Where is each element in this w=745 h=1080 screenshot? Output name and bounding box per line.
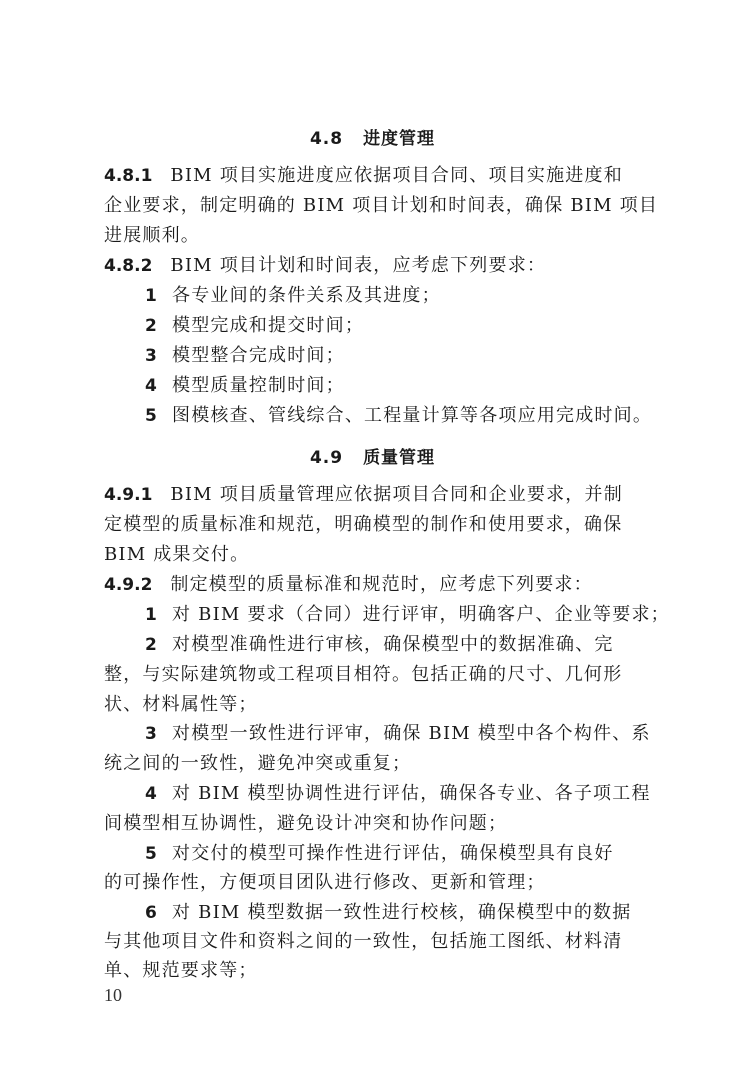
list-item xyxy=(145,405,653,427)
item-number: 3 xyxy=(145,724,159,744)
item-number: 5 xyxy=(145,844,159,864)
list-item xyxy=(145,902,640,924)
list-item xyxy=(145,843,640,865)
clause-4-9-1-line-1 xyxy=(104,484,640,506)
item-text-continued: 与其他项目文件和资料之间的一致性，包括施工图纸、材料清 xyxy=(104,931,623,952)
clause-number: 4.8.2 xyxy=(104,256,153,276)
list-item xyxy=(145,723,651,745)
item-text-continued: 的可操作性，方便项目团队进行修改、更新和管理； xyxy=(104,872,546,893)
list-item xyxy=(145,634,640,656)
clause-4-9-1-line-2: 定模型的质量标准和规范，明确模型的制作和使用要求，确保 xyxy=(104,514,623,535)
item-text: 模型完成和提交时间； xyxy=(172,315,365,336)
clause-4-9-1-line-3: BIM 成果交付。 xyxy=(104,544,250,565)
section-title: 进度管理 xyxy=(363,129,436,149)
item-number: 1 xyxy=(145,605,159,625)
item-text: 对 BIM 模型数据一致性进行校核，确保模型中的数据 xyxy=(172,902,632,923)
list-item xyxy=(145,783,651,805)
clause-4-8-1-line-1 xyxy=(104,165,640,187)
section-heading-4-9 xyxy=(0,443,745,468)
clause-text: 制定模型的质量标准和规范时，应考虑下列要求： xyxy=(170,574,593,595)
item-text: 各专业间的条件关系及其进度； xyxy=(172,285,441,306)
clause-4-8-1-line-3: 进展顺利。 xyxy=(104,225,200,246)
item-text-continued: 整，与实际建筑物或工程项目相符。包括正确的尺寸、几何形 xyxy=(104,664,623,685)
list-item xyxy=(145,375,640,397)
clause-number: 4.8.1 xyxy=(104,166,153,186)
item-number: 2 xyxy=(145,316,159,336)
item-number: 1 xyxy=(145,286,159,306)
clause-text: BIM 项目实施进度应依据项目合同、项目实施进度和 xyxy=(170,165,623,186)
clause-4-9-2 xyxy=(104,574,640,596)
item-text: 对交付的模型可操作性进行评估，确保模型具有良好 xyxy=(172,843,614,864)
item-number: 2 xyxy=(145,635,159,655)
item-number: 4 xyxy=(145,376,159,396)
item-text: 图模核查、管线综合、工程量计算等各项应用完成时间。 xyxy=(172,405,653,426)
item-number: 4 xyxy=(145,784,159,804)
list-item xyxy=(145,315,640,337)
section-title: 质量管理 xyxy=(363,448,436,468)
section-number: 4.9 xyxy=(309,448,344,468)
clause-number: 4.9.1 xyxy=(104,485,153,505)
clause-text: BIM 项目质量管理应依据项目合同和企业要求，并制 xyxy=(170,484,623,505)
item-text: 对 BIM 模型协调性进行评估，确保各专业、各子项工程 xyxy=(172,783,651,804)
item-number: 3 xyxy=(145,346,159,366)
list-item xyxy=(145,604,670,626)
section-number: 4.8 xyxy=(309,129,344,149)
item-text: 对模型准确性进行审核，确保模型中的数据准确、完 xyxy=(172,634,614,655)
item-text: 模型整合完成时间； xyxy=(172,345,345,366)
clause-4-8-2 xyxy=(104,255,640,277)
item-text-continued: 状、材料属性等； xyxy=(104,694,258,715)
clause-number: 4.9.2 xyxy=(104,575,153,595)
item-text: 对模型一致性进行评审，确保 BIM 模型中各个构件、系 xyxy=(172,723,651,744)
list-item xyxy=(145,345,640,367)
page-number: 10 xyxy=(104,985,122,1005)
item-text: 模型质量控制时间； xyxy=(172,375,345,396)
section-heading-4-8 xyxy=(0,124,745,149)
item-number: 6 xyxy=(145,903,159,923)
item-text-continued: 间模型相互协调性，避免设计冲突和协作问题； xyxy=(104,813,508,834)
item-text-continued: 单、规范要求等； xyxy=(104,960,258,981)
item-text-continued: 统之间的一致性，避免冲突或重复； xyxy=(104,753,412,774)
item-number: 5 xyxy=(145,406,159,426)
clause-text: BIM 项目计划和时间表，应考虑下列要求： xyxy=(170,255,547,276)
list-item xyxy=(145,285,640,307)
clause-4-8-1-line-2: 企业要求，制定明确的 BIM 项目计划和时间表，确保 BIM 项目 xyxy=(104,195,659,216)
item-text: 对 BIM 要求（合同）进行评审，明确客户、企业等要求； xyxy=(172,604,670,625)
